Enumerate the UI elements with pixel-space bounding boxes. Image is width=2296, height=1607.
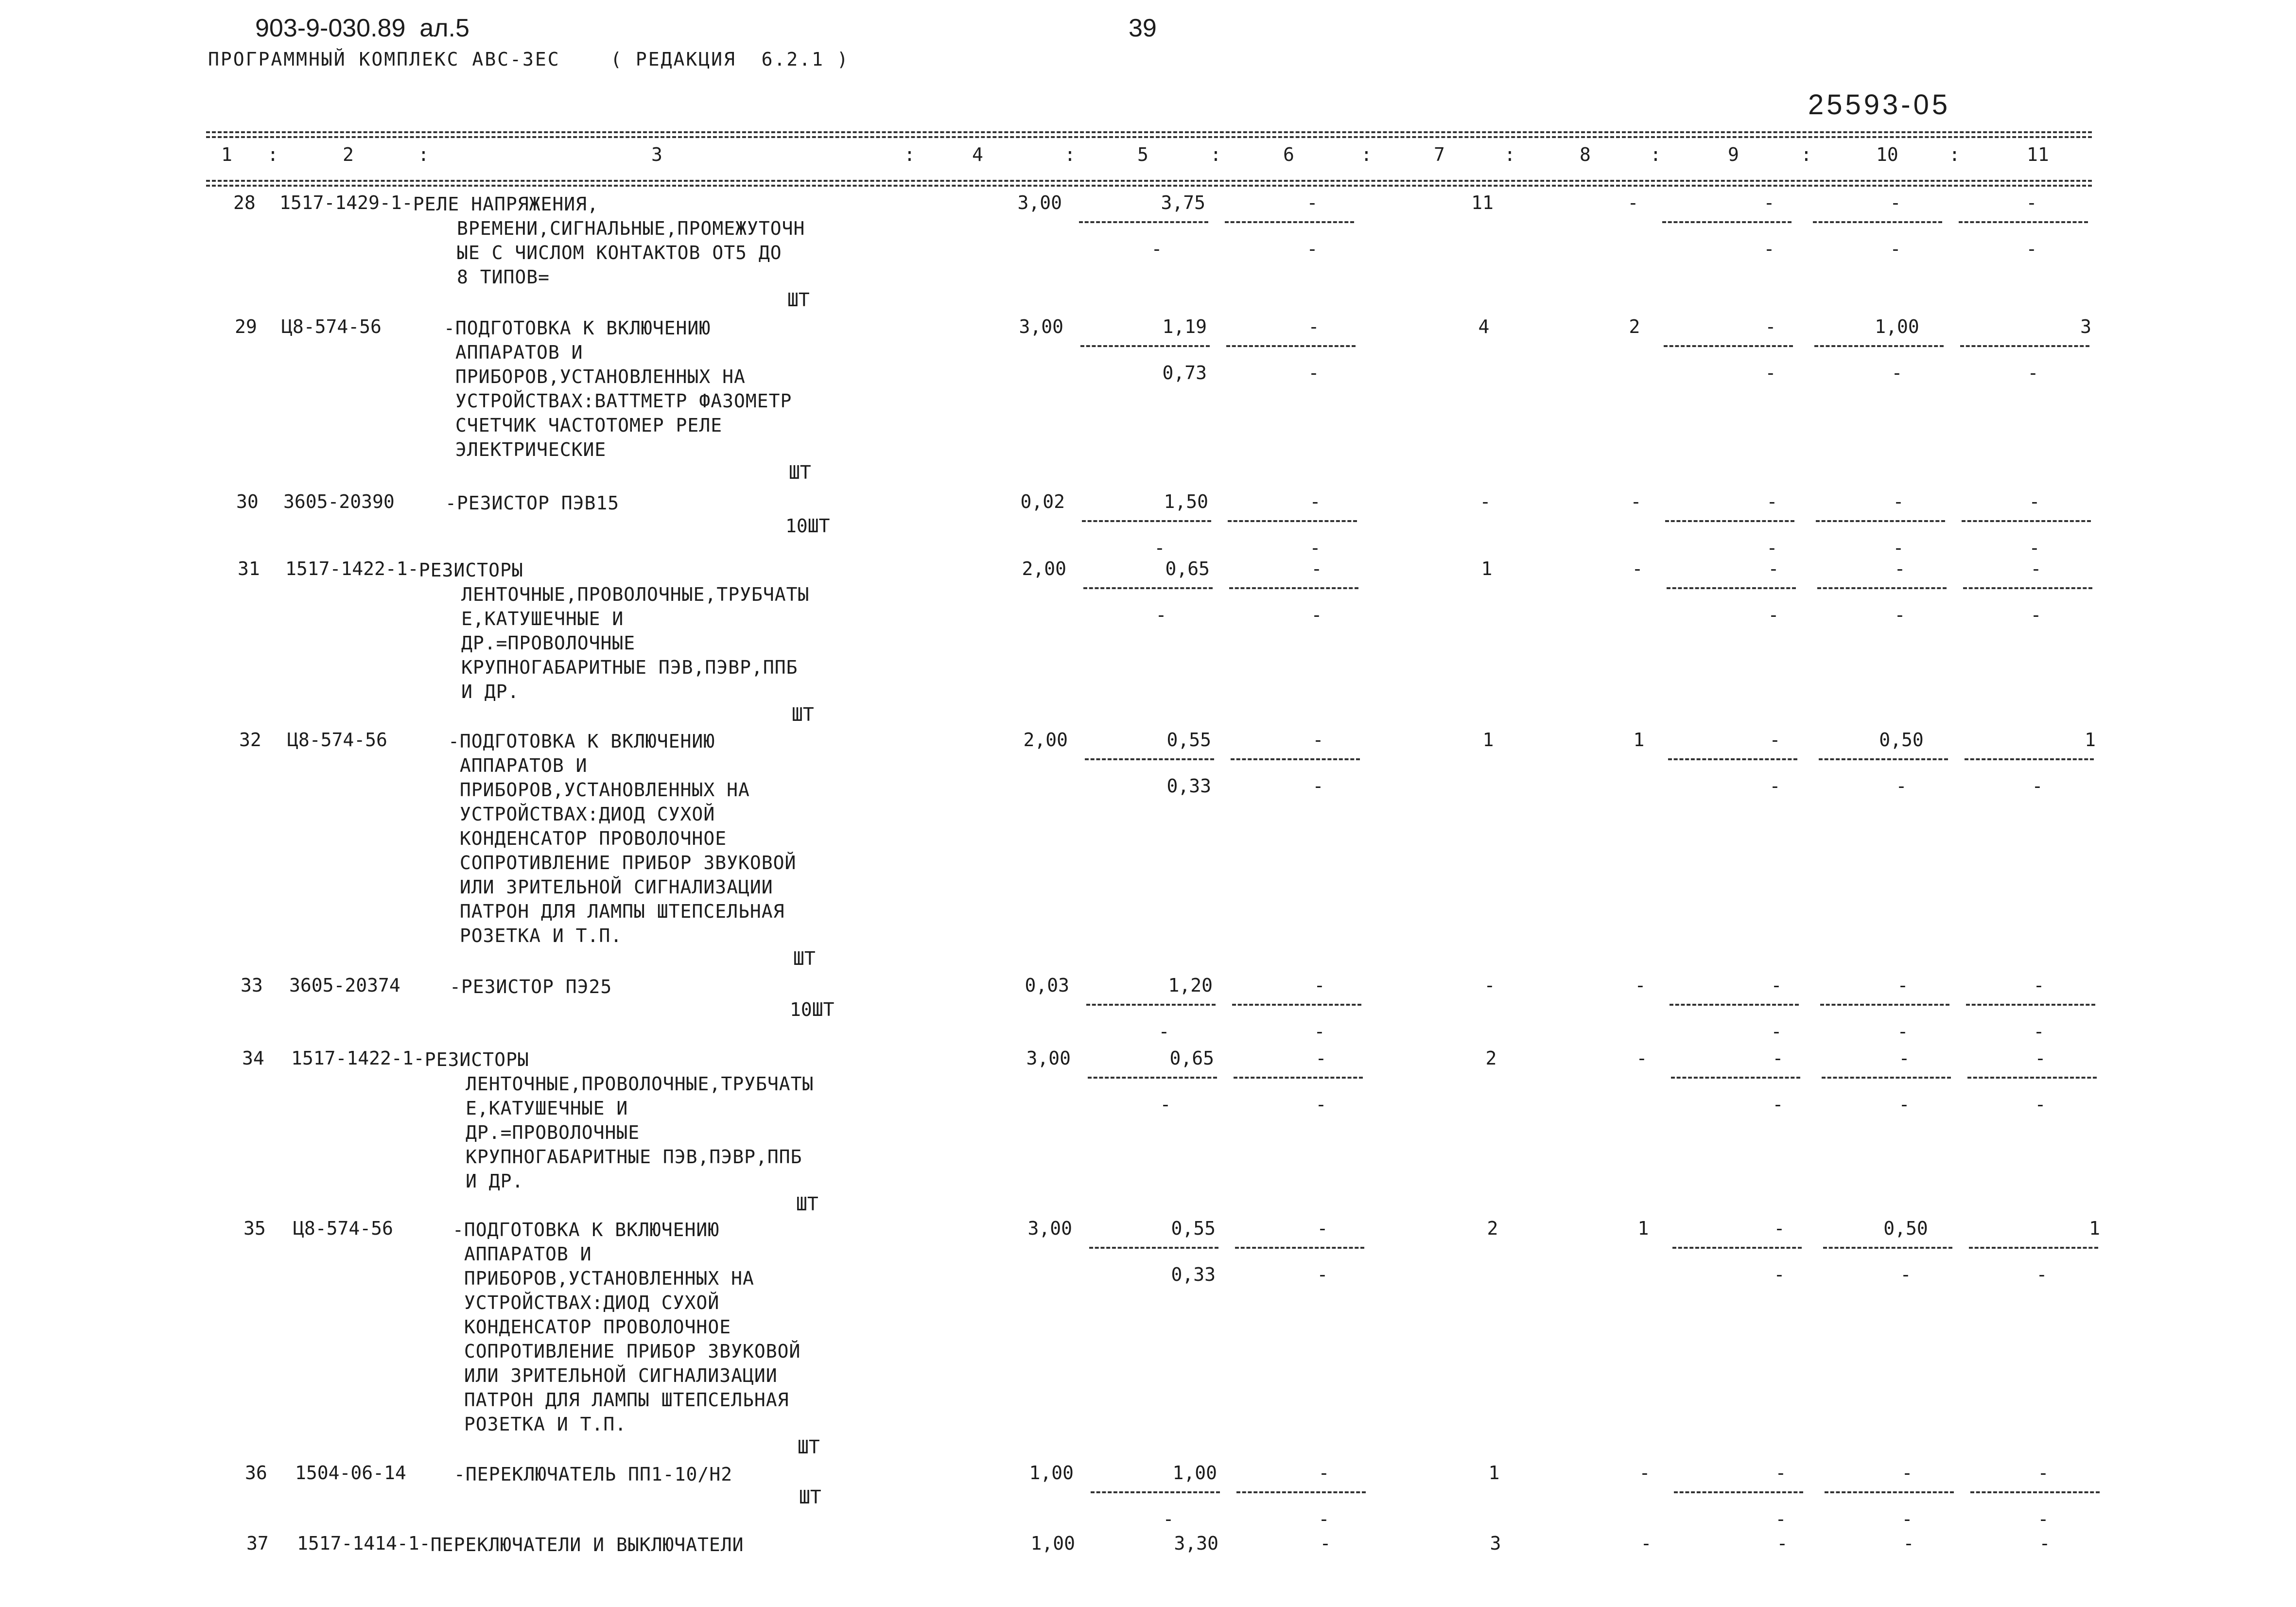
fraction-line bbox=[1960, 345, 2089, 347]
unit-of-measure: ШТ bbox=[787, 289, 810, 311]
row-number: 31 bbox=[238, 558, 260, 579]
col6-value: - bbox=[1308, 316, 1320, 337]
cost-lower-value: 0,33 bbox=[1166, 775, 1211, 797]
col10-lower-value: - bbox=[1900, 1264, 1912, 1285]
cost-value: 3,75 bbox=[1161, 192, 1205, 213]
description-line: КОНДЕНСАТОР ПРОВОЛОЧНОЕ bbox=[452, 1316, 731, 1338]
description-line: 8 ТИПОВ= bbox=[457, 266, 550, 288]
col10-value: - bbox=[1894, 558, 1906, 579]
fraction-line bbox=[1671, 1077, 1800, 1079]
description-line: ИЛИ ЗРИТЕЛЬНОЙ СИГНАЛИЗАЦИИ bbox=[452, 1365, 778, 1386]
column-separator: : bbox=[418, 144, 429, 165]
col9-value: - bbox=[1768, 558, 1779, 579]
column-header-2: 2 bbox=[343, 144, 354, 165]
col7-value: 1 bbox=[1481, 558, 1493, 579]
fraction-line bbox=[1822, 1077, 1951, 1079]
description-line: ПЕРЕКЛЮЧАТЕЛИ И ВЫКЛЮЧАТЕЛИ bbox=[430, 1534, 744, 1555]
col9-lower-value: - bbox=[1771, 1021, 1782, 1042]
cost-value: 0,65 bbox=[1165, 558, 1210, 579]
description-line: ПРИБОРОВ,УСТАНОВЛЕННЫХ НА bbox=[444, 366, 746, 387]
col8-value: - bbox=[1639, 1462, 1651, 1484]
col8-value: - bbox=[1640, 1533, 1652, 1554]
col9-value: - bbox=[1769, 729, 1781, 751]
fraction-line bbox=[1817, 587, 1947, 589]
col9-value: - bbox=[1772, 1048, 1784, 1069]
column-header-10: 10 bbox=[1876, 144, 1898, 165]
col10-value: - bbox=[1901, 1462, 1913, 1484]
col11-lower-value: - bbox=[2027, 362, 2039, 384]
col11-lower-value: - bbox=[2036, 1264, 2048, 1285]
col6-value: - bbox=[1311, 558, 1322, 579]
description-line: -РЕЗИСТОР ПЭ25 bbox=[450, 976, 612, 997]
col11-value: - bbox=[2030, 558, 2042, 579]
cost-value: 1,50 bbox=[1164, 491, 1208, 512]
fraction-line bbox=[1664, 345, 1793, 347]
fraction-line bbox=[1235, 1247, 1364, 1249]
col6-value: - bbox=[1312, 729, 1324, 751]
fraction-line bbox=[1965, 758, 2094, 760]
col6-value: - bbox=[1318, 1462, 1330, 1484]
column-header-8: 8 bbox=[1580, 144, 1591, 165]
col9-value: - bbox=[1765, 316, 1776, 337]
description-line: Е,КАТУШЕЧНЫЕ И bbox=[461, 608, 624, 629]
col6-value: - bbox=[1314, 975, 1325, 996]
col11-value: 1 bbox=[2089, 1218, 2100, 1239]
col10-value: - bbox=[1893, 491, 1904, 512]
unit-of-measure: 10ШТ bbox=[785, 515, 830, 537]
fraction-line bbox=[1670, 1004, 1799, 1006]
column-separator: : bbox=[1504, 144, 1515, 165]
resource-code: 1517-1422-1- bbox=[291, 1048, 425, 1069]
description-line: КРУПНОГАБАРИТНЫЕ ПЭВ,ПЭВР,ППБ bbox=[461, 657, 798, 678]
col8-value: - bbox=[1632, 558, 1643, 579]
description-line: ЫЕ С ЧИСЛОМ КОНТАКТОВ ОТ5 ДО bbox=[457, 242, 782, 263]
description-line: КОНДЕНСАТОР ПРОВОЛОЧНОЕ bbox=[448, 828, 727, 849]
fraction-line bbox=[1825, 1491, 1954, 1493]
col11-value: 3 bbox=[2080, 316, 2091, 337]
table-top-rule-2 bbox=[206, 136, 2092, 138]
fraction-line bbox=[1082, 520, 1211, 522]
description-line: -ПОДГОТОВКА К ВКЛЮЧЕНИЮ bbox=[444, 317, 711, 339]
row-number: 36 bbox=[245, 1462, 267, 1484]
col8-value: 1 bbox=[1633, 729, 1645, 751]
document-code: 903-9-030.89 ал.5 bbox=[255, 14, 470, 42]
col6-lower-value: - bbox=[1309, 537, 1321, 559]
col10-value: - bbox=[1897, 975, 1909, 996]
fraction-line bbox=[1083, 587, 1213, 589]
fraction-line bbox=[1672, 1247, 1802, 1249]
col9-lower-value: - bbox=[1765, 362, 1776, 384]
description-line: СОПРОТИВЛЕНИЕ ПРИБОР ЗВУКОВОЙ bbox=[452, 1341, 801, 1362]
quantity-value: 3,00 bbox=[1026, 1048, 1071, 1069]
cost-value: 3,30 bbox=[1174, 1533, 1218, 1554]
column-header-6: 6 bbox=[1283, 144, 1294, 165]
fraction-line bbox=[1966, 1004, 2095, 1006]
col9-lower-value: - bbox=[1766, 537, 1778, 559]
column-header-5: 5 bbox=[1137, 144, 1148, 165]
col7-value: - bbox=[1484, 975, 1496, 996]
unit-of-measure: ШТ bbox=[789, 462, 811, 483]
col10-value: - bbox=[1903, 1533, 1914, 1554]
col10-value: 1,00 bbox=[1875, 316, 1919, 337]
description-line: СОПРОТИВЛЕНИЕ ПРИБОР ЗВУКОВОЙ bbox=[448, 852, 797, 873]
col11-lower-value: - bbox=[2037, 1508, 2049, 1530]
col10-lower-value: - bbox=[1898, 1094, 1910, 1115]
fraction-line bbox=[1814, 345, 1944, 347]
cost-lower-value: - bbox=[1160, 1094, 1171, 1115]
unit-of-measure: ШТ bbox=[793, 948, 816, 969]
col6-lower-value: - bbox=[1318, 1508, 1330, 1530]
col7-value: 3 bbox=[1490, 1533, 1501, 1554]
column-separator: : bbox=[1361, 144, 1372, 165]
description-line: ВРЕМЕНИ,СИГНАЛЬНЫЕ,ПРОМЕЖУТОЧН bbox=[457, 218, 805, 239]
row-number: 35 bbox=[244, 1218, 266, 1239]
cost-value: 0,65 bbox=[1169, 1048, 1214, 1069]
fraction-line bbox=[1970, 1491, 2100, 1493]
cost-value: 1,20 bbox=[1168, 975, 1213, 996]
fraction-line bbox=[1819, 758, 1948, 760]
description-line: -ПОДГОТОВКА К ВКЛЮЧЕНИЮ bbox=[452, 1219, 720, 1240]
column-separator: : bbox=[1064, 144, 1076, 165]
col6-lower-value: - bbox=[1317, 1264, 1328, 1285]
fraction-line bbox=[1813, 221, 1942, 223]
unit-of-measure: ШТ bbox=[796, 1193, 818, 1215]
col10-lower-value: - bbox=[1896, 775, 1907, 797]
cost-value: 1,19 bbox=[1162, 316, 1207, 337]
col9-value: - bbox=[1774, 1218, 1785, 1239]
col7-value: 1 bbox=[1482, 729, 1494, 751]
description-line: -ПОДГОТОВКА К ВКЛЮЧЕНИЮ bbox=[448, 731, 715, 752]
col11-lower-value: - bbox=[2033, 1021, 2045, 1042]
description-line: ЛЕНТОЧНЫЕ,ПРОВОЛОЧНЫЕ,ТРУБЧАТЫ bbox=[461, 584, 810, 605]
col9-value: - bbox=[1776, 1533, 1788, 1554]
col11-lower-value: - bbox=[2026, 238, 2037, 260]
column-header-7: 7 bbox=[1434, 144, 1445, 165]
description-line: -ПЕРЕКЛЮЧАТЕЛЬ ПП1-10/Н2 bbox=[454, 1464, 733, 1485]
cost-lower-value: - bbox=[1158, 1021, 1170, 1042]
col7-value: - bbox=[1479, 491, 1491, 512]
unit-of-measure: ШТ bbox=[792, 704, 814, 725]
col11-value: - bbox=[2026, 192, 2037, 213]
description-line: АППАРАТОВ И bbox=[448, 755, 588, 776]
col11-lower-value: - bbox=[2030, 604, 2042, 626]
col10-value: 0,50 bbox=[1879, 729, 1924, 751]
col11-value: 1 bbox=[2085, 729, 2096, 751]
fraction-line bbox=[1963, 587, 2092, 589]
col10-lower-value: - bbox=[1894, 604, 1906, 626]
unit-of-measure: ШТ bbox=[799, 1486, 821, 1508]
col10-lower-value: - bbox=[1891, 362, 1903, 384]
quantity-value: 3,00 bbox=[1019, 316, 1063, 337]
description-line: РЕЗИСТОРЫ bbox=[418, 559, 523, 581]
col9-lower-value: - bbox=[1769, 775, 1781, 797]
page-number: 39 bbox=[1129, 14, 1157, 42]
fraction-line bbox=[1232, 1004, 1361, 1006]
col9-value: - bbox=[1771, 975, 1782, 996]
col7-value: 2 bbox=[1485, 1048, 1497, 1069]
resource-code: 3605-20390 bbox=[283, 491, 395, 512]
quantity-value: 3,00 bbox=[1017, 192, 1062, 213]
fraction-line bbox=[1225, 221, 1354, 223]
quantity-value: 3,00 bbox=[1027, 1218, 1072, 1239]
resource-code: 3605-20374 bbox=[289, 975, 400, 996]
col6-lower-value: - bbox=[1311, 604, 1322, 626]
row-number: 33 bbox=[241, 975, 263, 996]
col6-value: - bbox=[1317, 1218, 1328, 1239]
col6-value: - bbox=[1320, 1533, 1331, 1554]
column-header-9: 9 bbox=[1728, 144, 1739, 165]
col6-value: - bbox=[1306, 192, 1318, 213]
description-line: ПРИБОРОВ,УСТАНОВЛЕННЫХ НА bbox=[452, 1268, 754, 1289]
description-line: Е,КАТУШЕЧНЫЕ И bbox=[466, 1098, 628, 1119]
fraction-line bbox=[1969, 1247, 2098, 1249]
column-header-3: 3 bbox=[651, 144, 662, 165]
col8-value: - bbox=[1636, 1048, 1648, 1069]
table-top-rule bbox=[206, 131, 2092, 133]
col9-lower-value: - bbox=[1774, 1264, 1785, 1285]
fraction-line bbox=[1820, 1004, 1949, 1006]
resource-code: Ц8-574-56 bbox=[293, 1218, 393, 1239]
description-line: И ДР. bbox=[466, 1170, 524, 1192]
description-line: РЕЗИСТОРЫ bbox=[424, 1049, 529, 1070]
row-number: 34 bbox=[242, 1048, 264, 1069]
fraction-line bbox=[1674, 1491, 1803, 1493]
fraction-line bbox=[1662, 221, 1792, 223]
col6-lower-value: - bbox=[1312, 775, 1324, 797]
description-line: РЕЛЕ НАПРЯЖЕНИЯ, bbox=[413, 193, 599, 215]
row-number: 29 bbox=[235, 316, 257, 337]
col10-value: - bbox=[1890, 192, 1901, 213]
description-line: УСТРОЙСТВАХ:ДИОД СУХОЙ bbox=[448, 804, 715, 825]
quantity-value: 0,03 bbox=[1025, 975, 1069, 996]
handwritten-doc-number: 25593-05 bbox=[1808, 89, 1951, 121]
fraction-line bbox=[1229, 587, 1358, 589]
fraction-line bbox=[1080, 345, 1210, 347]
col10-value: - bbox=[1898, 1048, 1910, 1069]
column-separator: : bbox=[904, 144, 915, 165]
col9-lower-value: - bbox=[1775, 1508, 1787, 1530]
description-line: ДР.=ПРОВОЛОЧНЫЕ bbox=[461, 632, 636, 654]
description-line: СЧЕТЧИК ЧАСТОТОМЕР РЕЛЕ bbox=[444, 415, 723, 436]
quantity-value: 2,00 bbox=[1022, 558, 1066, 579]
col8-value: 2 bbox=[1629, 316, 1640, 337]
col8-value: - bbox=[1630, 491, 1642, 512]
description-line: АППАРАТОВ И bbox=[452, 1243, 592, 1265]
col9-lower-value: - bbox=[1763, 238, 1775, 260]
description-line: УСТРОЙСТВАХ:ДИОД СУХОЙ bbox=[452, 1292, 720, 1313]
col8-value: - bbox=[1635, 975, 1646, 996]
unit-of-measure: ШТ bbox=[798, 1436, 820, 1458]
description-line: ПАТРОН ДЛЯ ЛАМПЫ ШТЕПСЕЛЬНАЯ bbox=[448, 901, 785, 922]
column-separator: : bbox=[1210, 144, 1221, 165]
description-line: КРУПНОГАБАРИТНЫЕ ПЭВ,ПЭВР,ППБ bbox=[466, 1146, 802, 1168]
quantity-value: 2,00 bbox=[1023, 729, 1068, 751]
col8-value: 1 bbox=[1637, 1218, 1649, 1239]
col10-value: 0,50 bbox=[1883, 1218, 1928, 1239]
description-line: УСТРОЙСТВАХ:ВАТТМЕТР ФАЗОМЕТР bbox=[444, 390, 792, 412]
fraction-line bbox=[1231, 758, 1360, 760]
description-line: ПАТРОН ДЛЯ ЛАМПЫ ШТЕПСЕЛЬНАЯ bbox=[452, 1389, 789, 1411]
resource-code: 1517-1429-1- bbox=[279, 192, 413, 213]
col6-lower-value: - bbox=[1306, 238, 1318, 260]
cost-lower-value: - bbox=[1155, 604, 1167, 626]
col6-lower-value: - bbox=[1314, 1021, 1325, 1042]
description-line: ИЛИ ЗРИТЕЛЬНОЙ СИГНАЛИЗАЦИИ bbox=[448, 876, 773, 898]
fraction-line bbox=[1823, 1247, 1952, 1249]
description-line: РОЗЕТКА И Т.П. bbox=[452, 1414, 627, 1435]
fraction-line bbox=[1236, 1491, 1366, 1493]
fraction-line bbox=[1667, 587, 1796, 589]
fraction-line bbox=[1086, 1004, 1216, 1006]
col9-value: - bbox=[1766, 491, 1778, 512]
col9-value: - bbox=[1763, 192, 1775, 213]
resource-code: Ц8-574-56 bbox=[281, 316, 382, 337]
fraction-line bbox=[1967, 1077, 2097, 1079]
col6-value: - bbox=[1309, 491, 1321, 512]
description-line: ПРИБОРОВ,УСТАНОВЛЕННЫХ НА bbox=[448, 779, 750, 801]
fraction-line bbox=[1079, 221, 1208, 223]
fraction-line bbox=[1668, 758, 1797, 760]
col11-value: - bbox=[2037, 1462, 2049, 1484]
col7-value: 4 bbox=[1478, 316, 1490, 337]
col8-value: - bbox=[1627, 192, 1639, 213]
col7-value: 1 bbox=[1488, 1462, 1500, 1484]
col10-lower-value: - bbox=[1901, 1508, 1913, 1530]
description-line: -РЕЗИСТОР ПЭВ15 bbox=[445, 492, 620, 514]
quantity-value: 1,00 bbox=[1030, 1533, 1075, 1554]
resource-code: 1504-06-14 bbox=[295, 1462, 406, 1484]
col10-lower-value: - bbox=[1893, 537, 1904, 559]
column-separator: : bbox=[1801, 144, 1812, 165]
cost-lower-value: 0,33 bbox=[1171, 1264, 1216, 1285]
col9-lower-value: - bbox=[1772, 1094, 1784, 1115]
col11-value: - bbox=[2029, 491, 2040, 512]
resource-code: Ц8-574-56 bbox=[287, 729, 387, 751]
cost-lower-value: 0,73 bbox=[1162, 362, 1207, 384]
quantity-value: 1,00 bbox=[1029, 1462, 1074, 1484]
col9-lower-value: - bbox=[1768, 604, 1779, 626]
description-line: ДР.=ПРОВОЛОЧНЫЕ bbox=[466, 1122, 640, 1143]
header-bottom-rule bbox=[206, 180, 2092, 182]
fraction-line bbox=[1816, 520, 1945, 522]
fraction-line bbox=[1959, 221, 2088, 223]
quantity-value: 0,02 bbox=[1020, 491, 1065, 512]
description-line: ЛЕНТОЧНЫЕ,ПРОВОЛОЧНЫЕ,ТРУБЧАТЫ bbox=[466, 1073, 814, 1095]
col11-lower-value: - bbox=[2035, 1094, 2046, 1115]
col11-value: - bbox=[2033, 975, 2045, 996]
fraction-line bbox=[1665, 520, 1794, 522]
cost-value: 1,00 bbox=[1172, 1462, 1217, 1484]
header-bottom-rule-2 bbox=[206, 185, 2092, 187]
col11-lower-value: - bbox=[2032, 775, 2043, 797]
resource-code: 1517-1414-1- bbox=[297, 1533, 431, 1554]
unit-of-measure: 10ШТ bbox=[790, 999, 835, 1020]
description-line: РОЗЕТКА И Т.П. bbox=[448, 925, 623, 946]
col9-value: - bbox=[1775, 1462, 1787, 1484]
column-header-1: 1 bbox=[221, 144, 232, 165]
row-number: 30 bbox=[236, 491, 259, 512]
col11-value: - bbox=[2039, 1533, 2051, 1554]
description-line: АППАРАТОВ И bbox=[444, 342, 583, 363]
fraction-line bbox=[1085, 758, 1214, 760]
program-title: ПРОГРАММНЫЙ КОМПЛЕКС АВС-3ЕС ( РЕДАКЦИЯ 6.2.1 ) bbox=[208, 49, 850, 70]
fraction-line bbox=[1089, 1247, 1218, 1249]
col6-lower-value: - bbox=[1308, 362, 1320, 384]
col6-lower-value: - bbox=[1315, 1094, 1327, 1115]
cost-value: 0,55 bbox=[1166, 729, 1211, 751]
cost-value: 0,55 bbox=[1171, 1218, 1216, 1239]
fraction-line bbox=[1962, 520, 2091, 522]
col7-value: 2 bbox=[1487, 1218, 1498, 1239]
col11-lower-value: - bbox=[2029, 537, 2040, 559]
resource-code: 1517-1422-1- bbox=[285, 558, 419, 579]
col7-value: 11 bbox=[1471, 192, 1494, 213]
row-number: 37 bbox=[246, 1533, 269, 1554]
column-header-4: 4 bbox=[972, 144, 983, 165]
col6-value: - bbox=[1315, 1048, 1327, 1069]
col10-lower-value: - bbox=[1890, 238, 1901, 260]
row-number: 28 bbox=[233, 192, 256, 213]
column-header-11: 11 bbox=[2027, 144, 2049, 165]
row-number: 32 bbox=[239, 729, 261, 751]
column-separator: : bbox=[1949, 144, 1960, 165]
column-separator: : bbox=[267, 144, 278, 165]
fraction-line bbox=[1234, 1077, 1363, 1079]
cost-lower-value: - bbox=[1154, 537, 1165, 559]
cost-lower-value: - bbox=[1151, 238, 1163, 260]
col10-lower-value: - bbox=[1897, 1021, 1909, 1042]
cost-lower-value: - bbox=[1163, 1508, 1174, 1530]
col11-value: - bbox=[2035, 1048, 2046, 1069]
fraction-line bbox=[1088, 1077, 1217, 1079]
fraction-line bbox=[1228, 520, 1357, 522]
description-line: И ДР. bbox=[461, 681, 520, 702]
description-line: ЭЛЕКТРИЧЕСКИЕ bbox=[444, 439, 607, 460]
fraction-line bbox=[1091, 1491, 1220, 1493]
fraction-line bbox=[1226, 345, 1356, 347]
column-separator: : bbox=[1650, 144, 1661, 165]
